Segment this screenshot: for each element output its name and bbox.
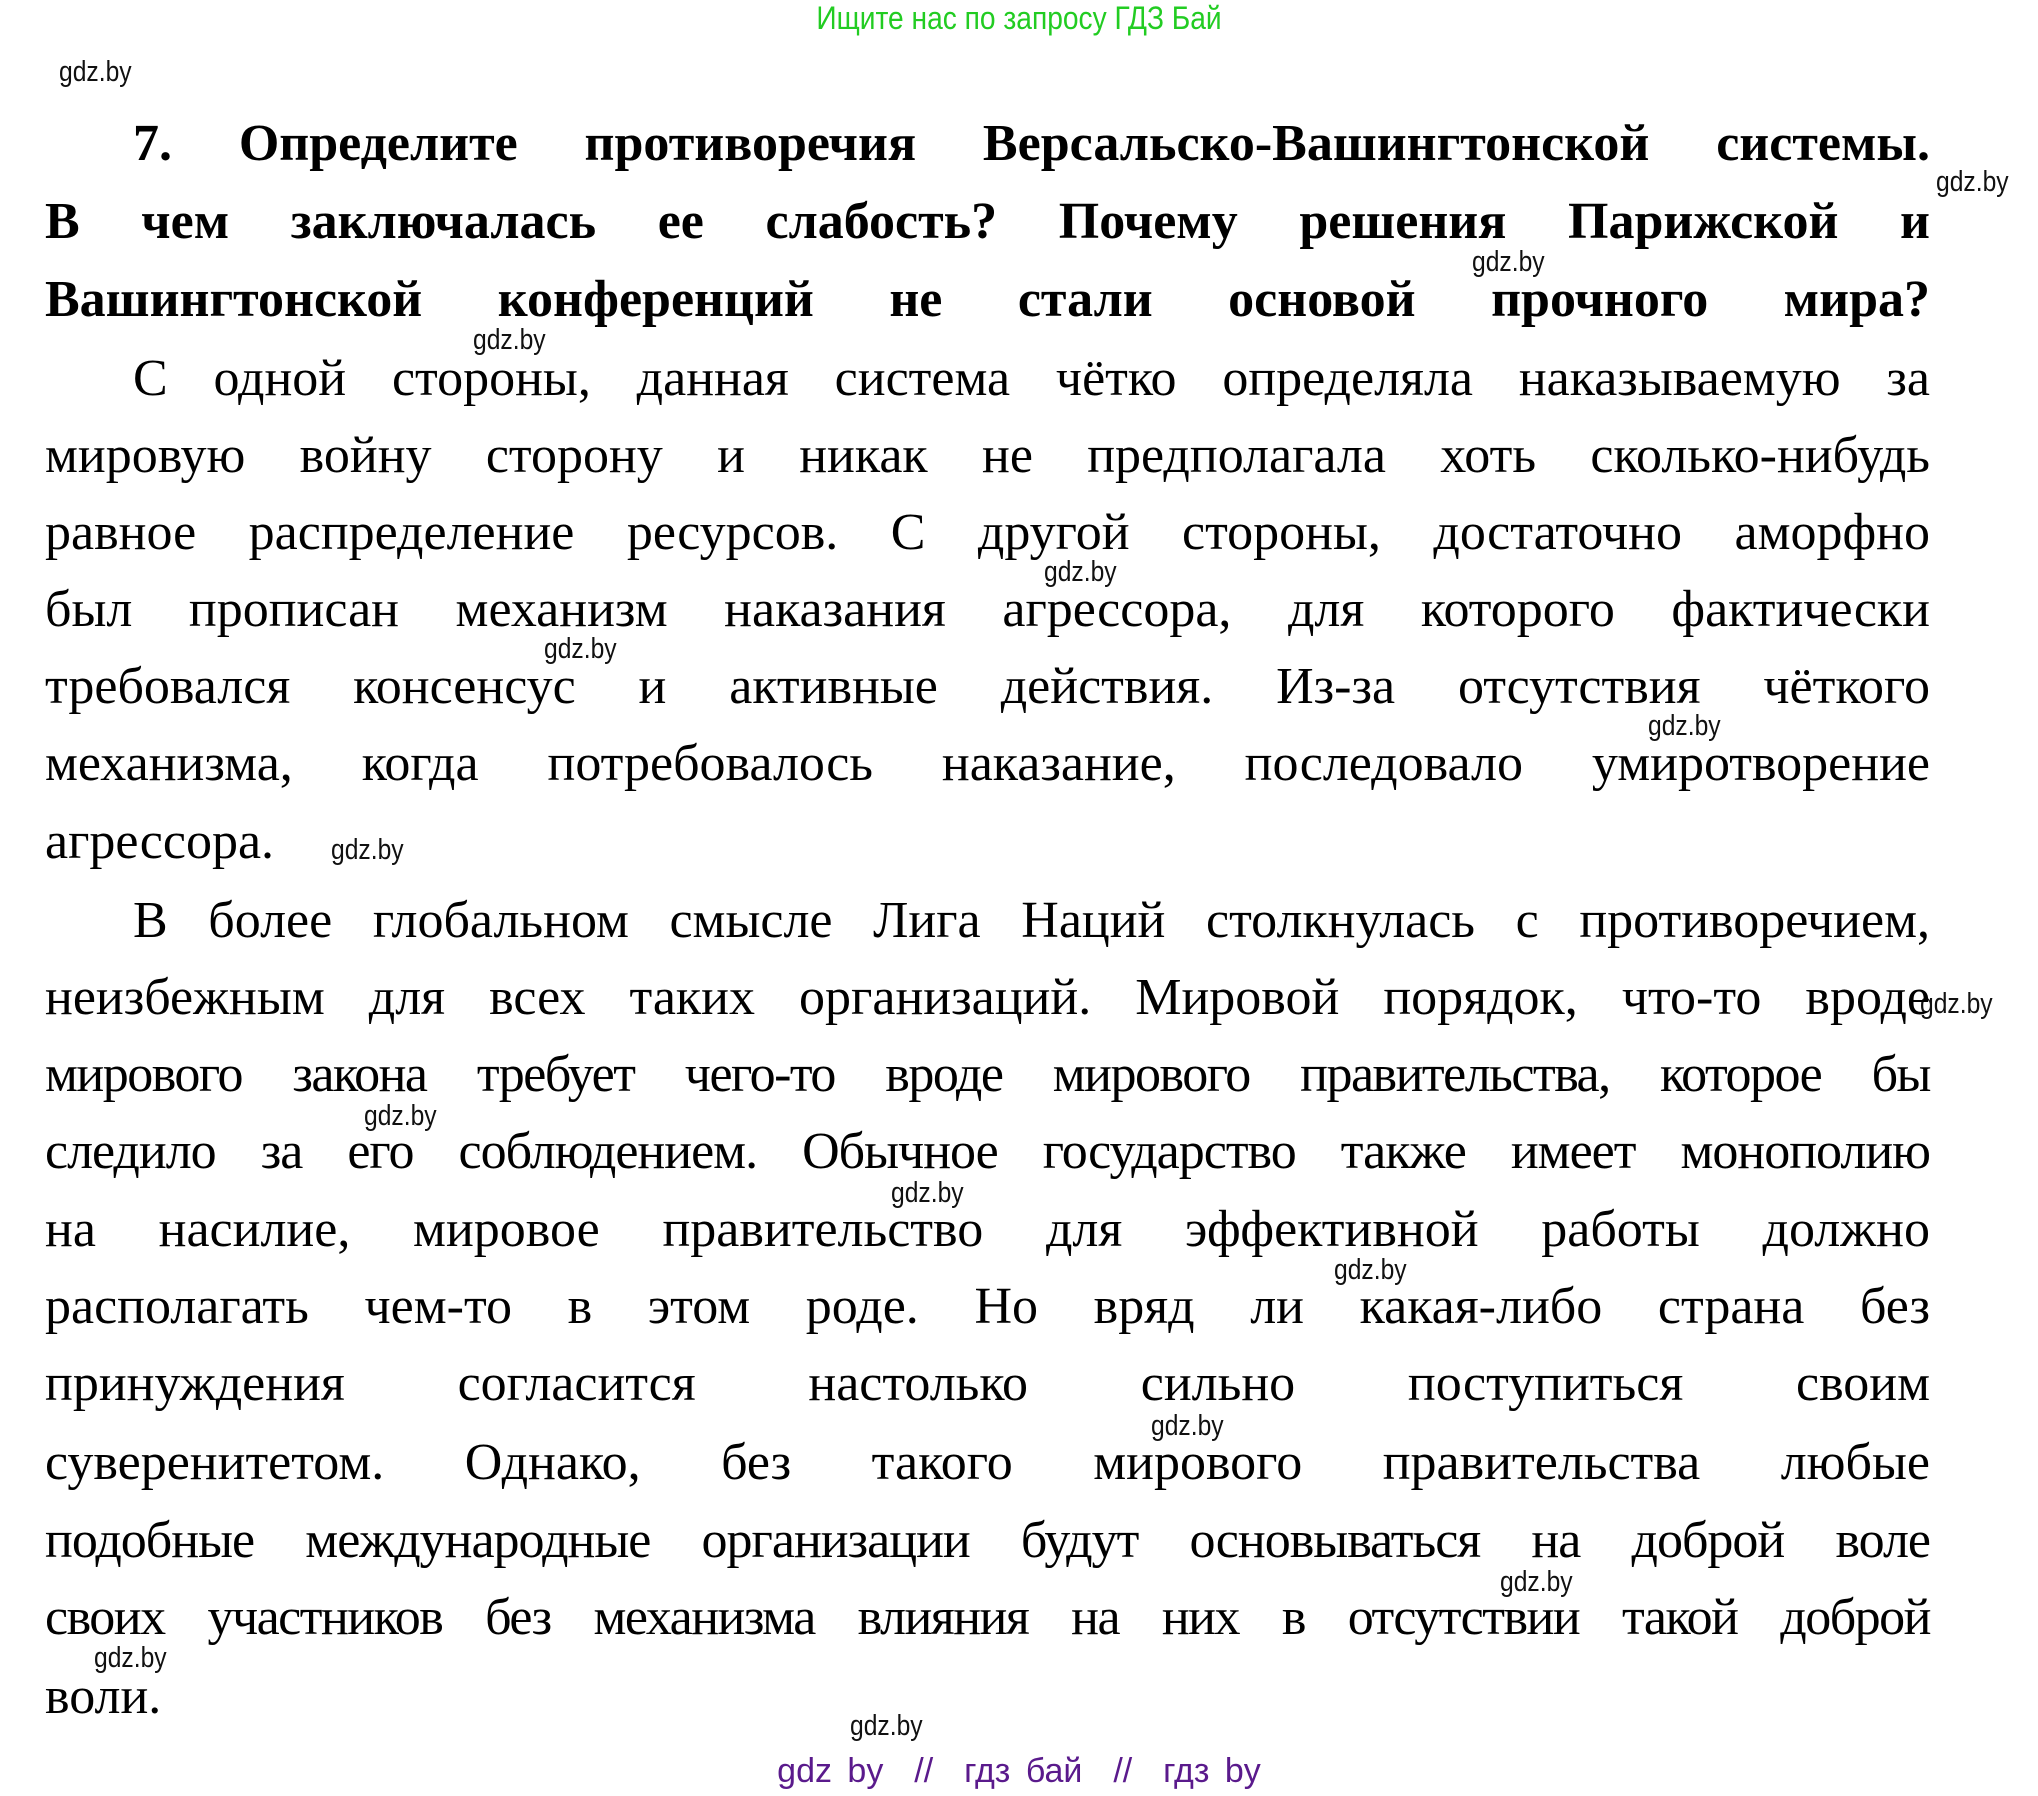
answer-line: С одной стороны, данная система чётко определяла наказываемую за bbox=[133, 350, 1930, 407]
answer-line: агрессора. bbox=[45, 813, 275, 870]
watermark: gdz.by bbox=[1151, 1410, 1224, 1442]
answer-line: мировую войну сторону и никак не предполагала хоть сколько-нибудь bbox=[45, 427, 1930, 484]
watermark: gdz.by bbox=[1936, 166, 2009, 198]
watermark: gdz.by bbox=[1472, 246, 1545, 278]
watermark: gdz.by bbox=[1500, 1566, 1573, 1598]
answer-line: суверенитетом. Однако, без такого мирового правительства любые bbox=[45, 1434, 1930, 1491]
answer-line: подобные международные организации будут основываться на доброй воле bbox=[45, 1512, 1930, 1569]
footer-link-gdz-bai[interactable]: гдз бай bbox=[964, 1752, 1083, 1790]
footer-separator: // bbox=[1113, 1752, 1133, 1790]
answer-line: требовался консенсус и активные действия. Из-за отсутствия чёткого bbox=[45, 658, 1930, 715]
watermark: gdz.by bbox=[1334, 1254, 1407, 1286]
footer-link-gdz-by[interactable]: gdz by bbox=[777, 1752, 884, 1790]
answer-line: мирового закона требует чего-то вроде мирового правительства, которое бы bbox=[45, 1046, 1930, 1103]
answer-line: был прописан механизм наказания агрессора, для которого фактически bbox=[45, 581, 1930, 638]
watermark: gdz.by bbox=[331, 834, 404, 866]
footer-separator: // bbox=[914, 1752, 934, 1790]
watermark: gdz.by bbox=[1044, 556, 1117, 588]
answer-line: принуждения согласится настолько сильно поступиться своим bbox=[45, 1355, 1930, 1412]
answer-line: механизма, когда потребовалось наказание, последовало умиротворение bbox=[45, 735, 1930, 792]
watermark: gdz.by bbox=[544, 633, 617, 665]
answer-line: неизбежным для всех таких организаций. Мировой порядок, что-то вроде bbox=[45, 969, 1930, 1026]
watermark: gdz.by bbox=[891, 1177, 964, 1209]
answer-line: воли. bbox=[45, 1668, 162, 1725]
answer-line: на насилие, мировое правительство для эффективной работы должно bbox=[45, 1201, 1930, 1258]
watermark: gdz.by bbox=[59, 56, 132, 88]
promo-header: Ищите нас по запросу ГДЗ Бай bbox=[816, 0, 1222, 36]
answer-line: располагать чем-то в этом роде. Но вряд ли какая-либо страна без bbox=[45, 1278, 1930, 1335]
watermark: gdz.by bbox=[1648, 710, 1721, 742]
watermark: gdz.by bbox=[473, 324, 546, 356]
footer-link-gdz-by-cyr[interactable]: гдз by bbox=[1163, 1752, 1261, 1790]
question-line: В чем заключалась ее слабость? Почему решения Парижской и bbox=[45, 193, 1930, 250]
answer-line: своих участников без механизма влияния на них в отсутствии такой доброй bbox=[45, 1589, 1930, 1646]
question-line: 7. Определите противоречия Версальско-Вашингтонской системы. bbox=[133, 115, 1930, 172]
footer-links bbox=[0, 1752, 2038, 1791]
watermark: gdz.by bbox=[364, 1100, 437, 1132]
answer-line: В более глобальном смысле Лига Наций столкнулась с противоречием, bbox=[133, 892, 1930, 949]
watermark: gdz.by bbox=[850, 1710, 923, 1742]
watermark: gdz.by bbox=[94, 1642, 167, 1674]
watermark: gdz.by bbox=[1920, 988, 1993, 1020]
question-line: Вашингтонской конференций не стали основой прочного мира? bbox=[45, 271, 1930, 328]
answer-line: равное распределение ресурсов. С другой стороны, достаточно аморфно bbox=[45, 504, 1930, 561]
answer-line: следило за его соблюдением. Обычное государство также имеет монополию bbox=[45, 1123, 1930, 1180]
